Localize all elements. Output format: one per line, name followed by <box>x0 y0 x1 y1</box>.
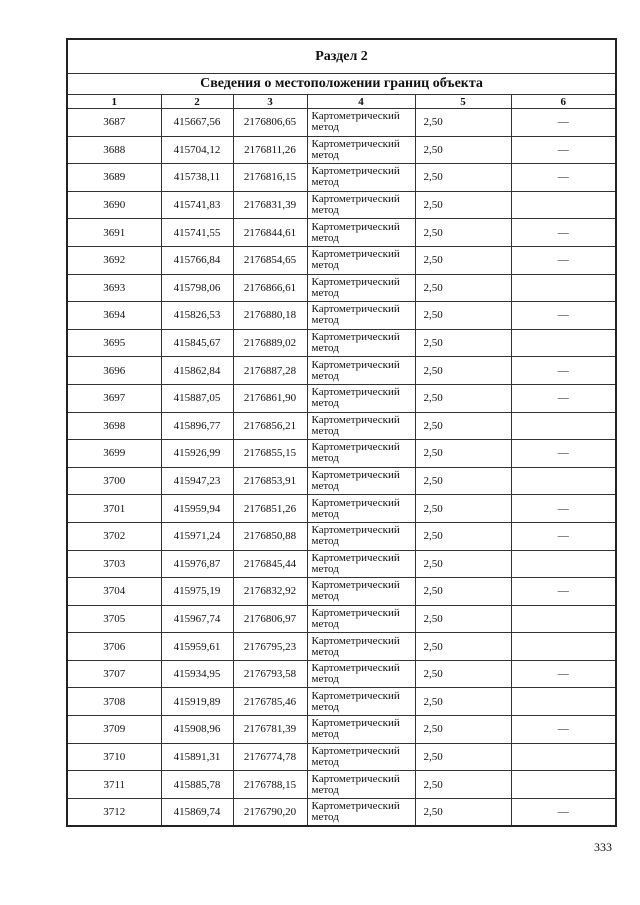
x-coordinate: 415887,05 <box>161 384 233 412</box>
point-number: 3704 <box>67 578 161 606</box>
column-header: 1 <box>67 95 161 109</box>
note <box>511 633 616 661</box>
note: — <box>511 384 616 412</box>
y-coordinate: 2176793,58 <box>233 660 307 688</box>
note <box>511 329 616 357</box>
x-coordinate: 415869,74 <box>161 798 233 826</box>
point-number: 3701 <box>67 495 161 523</box>
y-coordinate: 2176806,97 <box>233 605 307 633</box>
note: — <box>511 109 616 137</box>
point-number: 3691 <box>67 219 161 247</box>
accuracy: 2,50 <box>415 412 511 440</box>
y-coordinate: 2176781,39 <box>233 716 307 744</box>
x-coordinate: 415826,53 <box>161 302 233 330</box>
document-page <box>66 38 615 827</box>
y-coordinate: 2176806,65 <box>233 109 307 137</box>
accuracy: 2,50 <box>415 440 511 468</box>
column-header: 3 <box>233 95 307 109</box>
point-number: 3707 <box>67 660 161 688</box>
table-row <box>67 605 616 633</box>
method: Картометрический метод <box>307 357 415 385</box>
table-row <box>67 743 616 771</box>
y-coordinate: 2176880,18 <box>233 302 307 330</box>
x-coordinate: 415976,87 <box>161 550 233 578</box>
note: — <box>511 522 616 550</box>
table-row <box>67 191 616 219</box>
point-number: 3706 <box>67 633 161 661</box>
method: Картометрический метод <box>307 798 415 826</box>
table-row <box>67 412 616 440</box>
table-row <box>67 136 616 164</box>
x-coordinate: 415947,23 <box>161 467 233 495</box>
method: Картометрический метод <box>307 440 415 468</box>
accuracy: 2,50 <box>415 329 511 357</box>
y-coordinate: 2176788,15 <box>233 771 307 799</box>
table-row <box>67 660 616 688</box>
y-coordinate: 2176856,21 <box>233 412 307 440</box>
x-coordinate: 415885,78 <box>161 771 233 799</box>
x-coordinate: 415845,67 <box>161 329 233 357</box>
method: Картометрический метод <box>307 605 415 633</box>
accuracy: 2,50 <box>415 716 511 744</box>
table-row <box>67 688 616 716</box>
method: Картометрический метод <box>307 467 415 495</box>
point-number: 3709 <box>67 716 161 744</box>
page-number: 333 <box>594 840 612 854</box>
y-coordinate: 2176795,23 <box>233 633 307 661</box>
y-coordinate: 2176855,15 <box>233 440 307 468</box>
method: Картометрический метод <box>307 384 415 412</box>
point-number: 3708 <box>67 688 161 716</box>
point-number: 3693 <box>67 274 161 302</box>
method: Картометрический метод <box>307 716 415 744</box>
x-coordinate: 415934,95 <box>161 660 233 688</box>
y-coordinate: 2176832,92 <box>233 578 307 606</box>
method: Картометрический метод <box>307 660 415 688</box>
point-number: 3697 <box>67 384 161 412</box>
accuracy: 2,50 <box>415 522 511 550</box>
method: Картометрический метод <box>307 136 415 164</box>
method: Картометрический метод <box>307 412 415 440</box>
section-title: Раздел 2 <box>67 39 616 74</box>
table-row <box>67 798 616 826</box>
x-coordinate: 415967,74 <box>161 605 233 633</box>
x-coordinate: 415896,77 <box>161 412 233 440</box>
method: Картометрический метод <box>307 688 415 716</box>
note: — <box>511 357 616 385</box>
method: Картометрический метод <box>307 246 415 274</box>
point-number: 3700 <box>67 467 161 495</box>
note: — <box>511 219 616 247</box>
note: — <box>511 246 616 274</box>
point-number: 3690 <box>67 191 161 219</box>
table-row <box>67 246 616 274</box>
y-coordinate: 2176831,39 <box>233 191 307 219</box>
note: — <box>511 136 616 164</box>
method: Картометрический метод <box>307 109 415 137</box>
method: Картометрический метод <box>307 302 415 330</box>
table-row <box>67 109 616 137</box>
accuracy: 2,50 <box>415 688 511 716</box>
x-coordinate: 415741,83 <box>161 191 233 219</box>
x-coordinate: 415891,31 <box>161 743 233 771</box>
y-coordinate: 2176845,44 <box>233 550 307 578</box>
note: — <box>511 798 616 826</box>
note <box>511 771 616 799</box>
y-coordinate: 2176887,28 <box>233 357 307 385</box>
y-coordinate: 2176774,78 <box>233 743 307 771</box>
method: Картометрический метод <box>307 578 415 606</box>
y-coordinate: 2176861,90 <box>233 384 307 412</box>
table-row <box>67 329 616 357</box>
table-row <box>67 274 616 302</box>
x-coordinate: 415741,55 <box>161 219 233 247</box>
accuracy: 2,50 <box>415 578 511 606</box>
x-coordinate: 415926,99 <box>161 440 233 468</box>
note: — <box>511 578 616 606</box>
accuracy: 2,50 <box>415 798 511 826</box>
column-header: 5 <box>415 95 511 109</box>
table-row <box>67 440 616 468</box>
x-coordinate: 415738,11 <box>161 164 233 192</box>
y-coordinate: 2176790,20 <box>233 798 307 826</box>
note <box>511 743 616 771</box>
point-number: 3689 <box>67 164 161 192</box>
x-coordinate: 415798,06 <box>161 274 233 302</box>
accuracy: 2,50 <box>415 246 511 274</box>
note <box>511 467 616 495</box>
note: — <box>511 495 616 523</box>
note: — <box>511 716 616 744</box>
accuracy: 2,50 <box>415 633 511 661</box>
accuracy: 2,50 <box>415 274 511 302</box>
accuracy: 2,50 <box>415 743 511 771</box>
note <box>511 605 616 633</box>
note: — <box>511 660 616 688</box>
note: — <box>511 440 616 468</box>
column-header: 2 <box>161 95 233 109</box>
point-number: 3695 <box>67 329 161 357</box>
table-row <box>67 219 616 247</box>
accuracy: 2,50 <box>415 164 511 192</box>
accuracy: 2,50 <box>415 605 511 633</box>
point-number: 3705 <box>67 605 161 633</box>
point-number: 3712 <box>67 798 161 826</box>
point-number: 3703 <box>67 550 161 578</box>
boundary-table <box>66 38 617 827</box>
y-coordinate: 2176844,61 <box>233 219 307 247</box>
table-row <box>67 357 616 385</box>
y-coordinate: 2176889,02 <box>233 329 307 357</box>
accuracy: 2,50 <box>415 660 511 688</box>
method: Картометрический метод <box>307 329 415 357</box>
accuracy: 2,50 <box>415 191 511 219</box>
method: Картометрический метод <box>307 771 415 799</box>
method: Картометрический метод <box>307 633 415 661</box>
accuracy: 2,50 <box>415 495 511 523</box>
accuracy: 2,50 <box>415 302 511 330</box>
method: Картометрический метод <box>307 743 415 771</box>
note <box>511 412 616 440</box>
table-row <box>67 522 616 550</box>
column-header: 4 <box>307 95 415 109</box>
table-row <box>67 467 616 495</box>
point-number: 3698 <box>67 412 161 440</box>
point-number: 3702 <box>67 522 161 550</box>
method: Картометрический метод <box>307 219 415 247</box>
column-header: 6 <box>511 95 616 109</box>
table-row <box>67 578 616 606</box>
method: Картометрический метод <box>307 495 415 523</box>
accuracy: 2,50 <box>415 384 511 412</box>
table-row <box>67 302 616 330</box>
y-coordinate: 2176854,65 <box>233 246 307 274</box>
accuracy: 2,50 <box>415 467 511 495</box>
x-coordinate: 415862,84 <box>161 357 233 385</box>
accuracy: 2,50 <box>415 357 511 385</box>
table-row <box>67 164 616 192</box>
note <box>511 274 616 302</box>
y-coordinate: 2176811,26 <box>233 136 307 164</box>
table-row <box>67 495 616 523</box>
method: Картометрический метод <box>307 164 415 192</box>
x-coordinate: 415704,12 <box>161 136 233 164</box>
x-coordinate: 415959,61 <box>161 633 233 661</box>
column-header-row <box>67 95 616 109</box>
y-coordinate: 2176785,46 <box>233 688 307 716</box>
method: Картометрический метод <box>307 274 415 302</box>
x-coordinate: 415959,94 <box>161 495 233 523</box>
accuracy: 2,50 <box>415 771 511 799</box>
x-coordinate: 415667,56 <box>161 109 233 137</box>
y-coordinate: 2176853,91 <box>233 467 307 495</box>
x-coordinate: 415971,24 <box>161 522 233 550</box>
method: Картометрический метод <box>307 191 415 219</box>
y-coordinate: 2176866,61 <box>233 274 307 302</box>
x-coordinate: 415908,96 <box>161 716 233 744</box>
accuracy: 2,50 <box>415 219 511 247</box>
y-coordinate: 2176816,15 <box>233 164 307 192</box>
note <box>511 688 616 716</box>
x-coordinate: 415919,89 <box>161 688 233 716</box>
table-row <box>67 716 616 744</box>
accuracy: 2,50 <box>415 550 511 578</box>
accuracy: 2,50 <box>415 136 511 164</box>
note <box>511 191 616 219</box>
note: — <box>511 164 616 192</box>
method: Картометрический метод <box>307 522 415 550</box>
point-number: 3688 <box>67 136 161 164</box>
table-row <box>67 384 616 412</box>
table-row <box>67 550 616 578</box>
section-subtitle: Сведения о местоположении границ объекта <box>67 74 616 95</box>
note: — <box>511 302 616 330</box>
table-row <box>67 771 616 799</box>
point-number: 3699 <box>67 440 161 468</box>
note <box>511 550 616 578</box>
point-number: 3711 <box>67 771 161 799</box>
point-number: 3696 <box>67 357 161 385</box>
x-coordinate: 415766,84 <box>161 246 233 274</box>
accuracy: 2,50 <box>415 109 511 137</box>
point-number: 3692 <box>67 246 161 274</box>
point-number: 3694 <box>67 302 161 330</box>
table-row <box>67 633 616 661</box>
method: Картометрический метод <box>307 550 415 578</box>
x-coordinate: 415975,19 <box>161 578 233 606</box>
y-coordinate: 2176851,26 <box>233 495 307 523</box>
point-number: 3710 <box>67 743 161 771</box>
point-number: 3687 <box>67 109 161 137</box>
y-coordinate: 2176850,88 <box>233 522 307 550</box>
